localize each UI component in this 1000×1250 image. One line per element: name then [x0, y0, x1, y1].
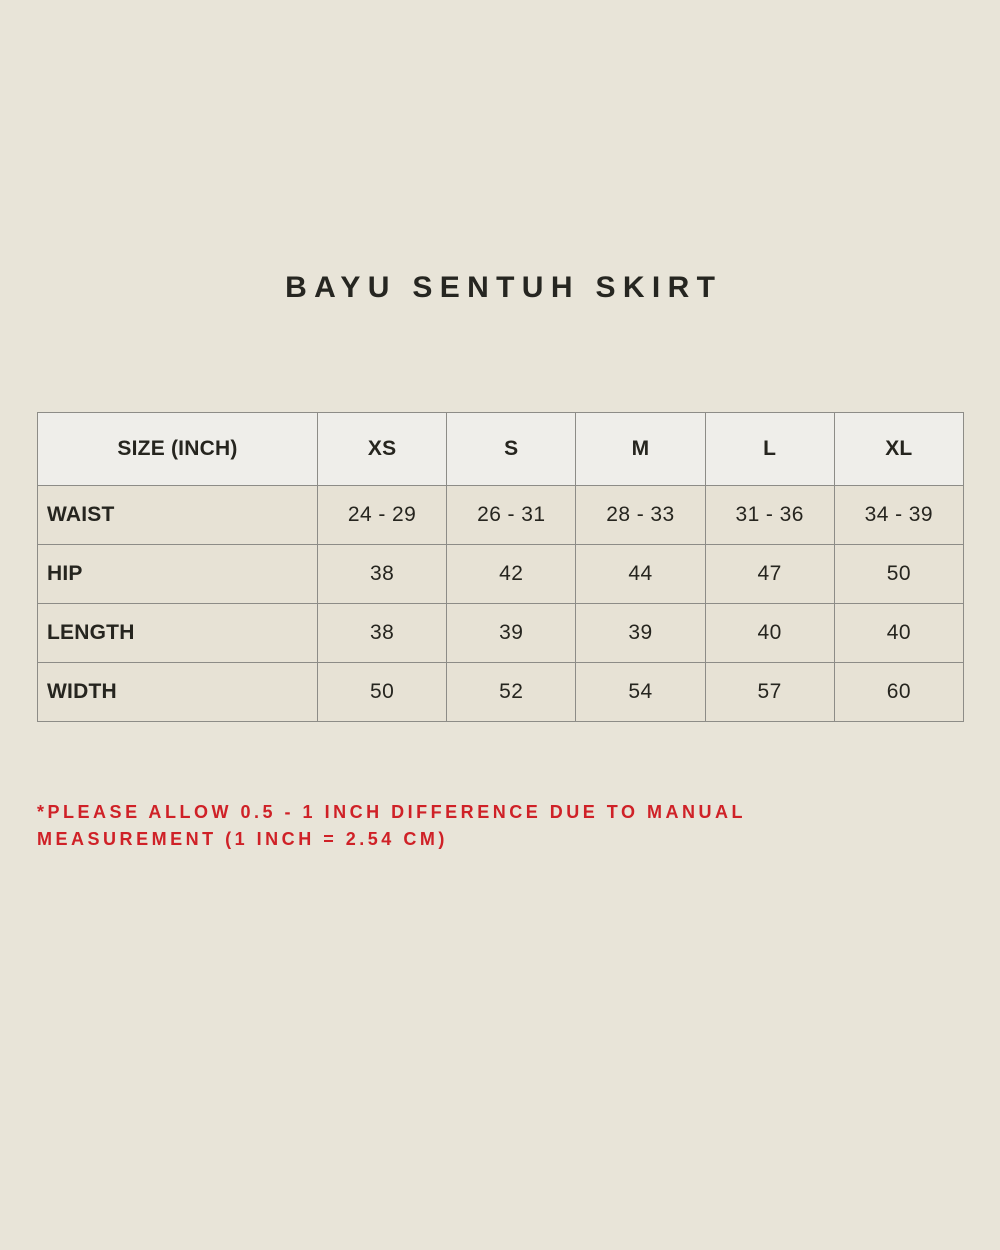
- table-header-row: [38, 413, 964, 486]
- cell-width-m: 54: [576, 663, 705, 722]
- row-label-length: LENGTH: [38, 604, 318, 663]
- table-row-length: [38, 604, 964, 663]
- cell-width-l: 57: [705, 663, 834, 722]
- header-cell-m: M: [576, 413, 705, 486]
- header-cell-xs: XS: [318, 413, 447, 486]
- disclaimer-line-1: *PLEASE ALLOW 0.5 - 1 INCH DIFFERENCE DUE TO MANUAL: [37, 802, 747, 822]
- cell-waist-l: 31 - 36: [705, 486, 834, 545]
- cell-waist-m: 28 - 33: [576, 486, 705, 545]
- cell-waist-s: 26 - 31: [447, 486, 576, 545]
- table-row-hip: [38, 545, 964, 604]
- cell-hip-xl: 50: [834, 545, 963, 604]
- cell-hip-l: 47: [705, 545, 834, 604]
- header-cell-l: L: [705, 413, 834, 486]
- cell-length-l: 40: [705, 604, 834, 663]
- size-table: [37, 412, 964, 722]
- cell-length-xs: 38: [318, 604, 447, 663]
- header-cell-xl: XL: [834, 413, 963, 486]
- disclaimer-line-2: MEASUREMENT (1 INCH = 2.54 CM): [37, 829, 448, 849]
- size-table-container: [37, 412, 963, 722]
- header-cell-s: S: [447, 413, 576, 486]
- cell-hip-s: 42: [447, 545, 576, 604]
- header-cell-size-inch: SIZE (INCH): [38, 413, 318, 486]
- row-label-width: WIDTH: [38, 663, 318, 722]
- row-label-waist: WAIST: [38, 486, 318, 545]
- table-row-waist: [38, 486, 964, 545]
- cell-width-xl: 60: [834, 663, 963, 722]
- cell-hip-m: 44: [576, 545, 705, 604]
- table-row-width: [38, 663, 964, 722]
- cell-width-s: 52: [447, 663, 576, 722]
- disclaimer-text: [37, 799, 917, 853]
- cell-length-xl: 40: [834, 604, 963, 663]
- cell-length-m: 39: [576, 604, 705, 663]
- cell-waist-xl: 34 - 39: [834, 486, 963, 545]
- cell-hip-xs: 38: [318, 545, 447, 604]
- cell-waist-xs: 24 - 29: [318, 486, 447, 545]
- cell-width-xs: 50: [318, 663, 447, 722]
- cell-length-s: 39: [447, 604, 576, 663]
- row-label-hip: HIP: [38, 545, 318, 604]
- page-title: BAYU SENTUH SKIRT: [285, 271, 723, 304]
